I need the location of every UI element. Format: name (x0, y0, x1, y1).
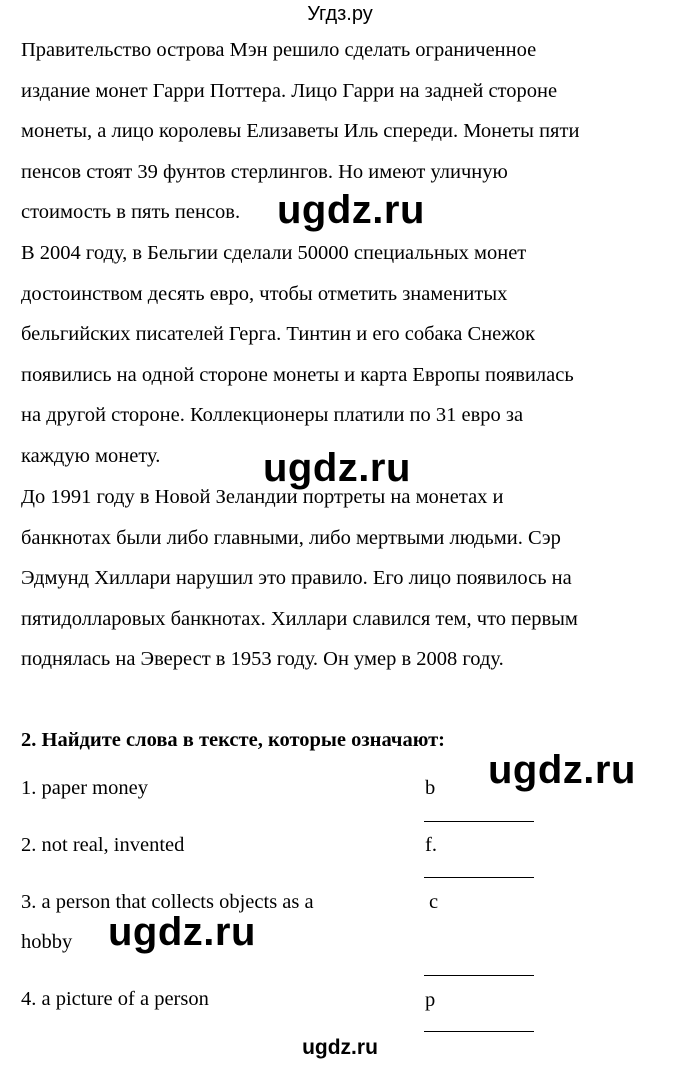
site-footer: ugdz.ru (302, 1036, 378, 1059)
text-line: До 1991 году в Новой Зеландии портреты на монетах и (21, 486, 504, 508)
text-line: банкнотах были либо главными, либо мертвыми людьми. Сэр (21, 526, 561, 549)
exercise-heading: 2. Найдите слова в тексте, которые означают: (21, 729, 445, 751)
text-line: издание монет Гарри Поттера. Лицо Гарри на задней стороне (21, 79, 558, 102)
answer-hint-3: c (429, 891, 439, 913)
answer-line-2[interactable] (424, 877, 534, 878)
paragraph-belgium (21, 233, 574, 476)
text-line: В 2004 году, в Бельгии сделали 50000 специальных монет (21, 242, 527, 264)
item-text: 2. not real, invented (21, 834, 185, 856)
answer-line-4[interactable] (424, 1031, 534, 1032)
exercise-item-2 (21, 827, 184, 863)
answer-hint-1: b (425, 777, 436, 799)
answer-line-3[interactable] (424, 975, 534, 976)
text-line: появились на одной стороне монеты и карта Европы появилась (21, 363, 574, 386)
answer-hint-2: f. (425, 834, 437, 856)
item-text: 1. paper money (21, 777, 148, 799)
answer-hint-4: p (425, 989, 436, 1011)
text-line: каждую монету. (21, 444, 161, 467)
text-line: пенсов стоят 39 фунтов стерлингов. Но имеют уличную (21, 160, 508, 183)
text-line: поднялась на Эверест в 1953 году. Он умер в 2008 году. (21, 648, 504, 670)
text-line: бельгийских писателей Герга. Тинтин и его собака Снежок (21, 323, 536, 345)
site-header: Угдз.ру (307, 3, 373, 25)
text-line: на другой стороне. Коллекционеры платили по 31 евро за (21, 404, 524, 426)
text-line: пятидолларовых банкнотах. Хиллари славился тем, что первым (21, 607, 578, 630)
text-line: Эдмунд Хиллари нарушил это правило. Его лицо появилось на (21, 567, 572, 589)
text-line: достоинством десять евро, чтобы отметить знаменитых (21, 282, 508, 305)
answer-line-1[interactable] (424, 821, 534, 822)
text-line: стоимость в пять пенсов. (21, 201, 241, 223)
text-line: Правительство острова Мэн решило сделать ограниченное (21, 39, 537, 61)
item-text: 3. a person that collects objects as a (21, 891, 314, 913)
exercise-item-1 (21, 770, 148, 806)
exercise-item-3 (21, 884, 314, 960)
watermark: ugdz.ru (108, 910, 256, 954)
watermark: ugdz.ru (488, 748, 636, 792)
watermark: ugdz.ru (263, 446, 411, 490)
exercise-item-4 (21, 981, 209, 1017)
watermark: ugdz.ru (277, 188, 425, 232)
paragraph-new-zealand (21, 477, 578, 680)
text-line: монеты, а лицо королевы Елизаветы Иль спереди. Монеты пяти (21, 120, 580, 142)
item-text: hobby (21, 931, 73, 953)
item-text: 4. a picture of a person (21, 988, 209, 1010)
